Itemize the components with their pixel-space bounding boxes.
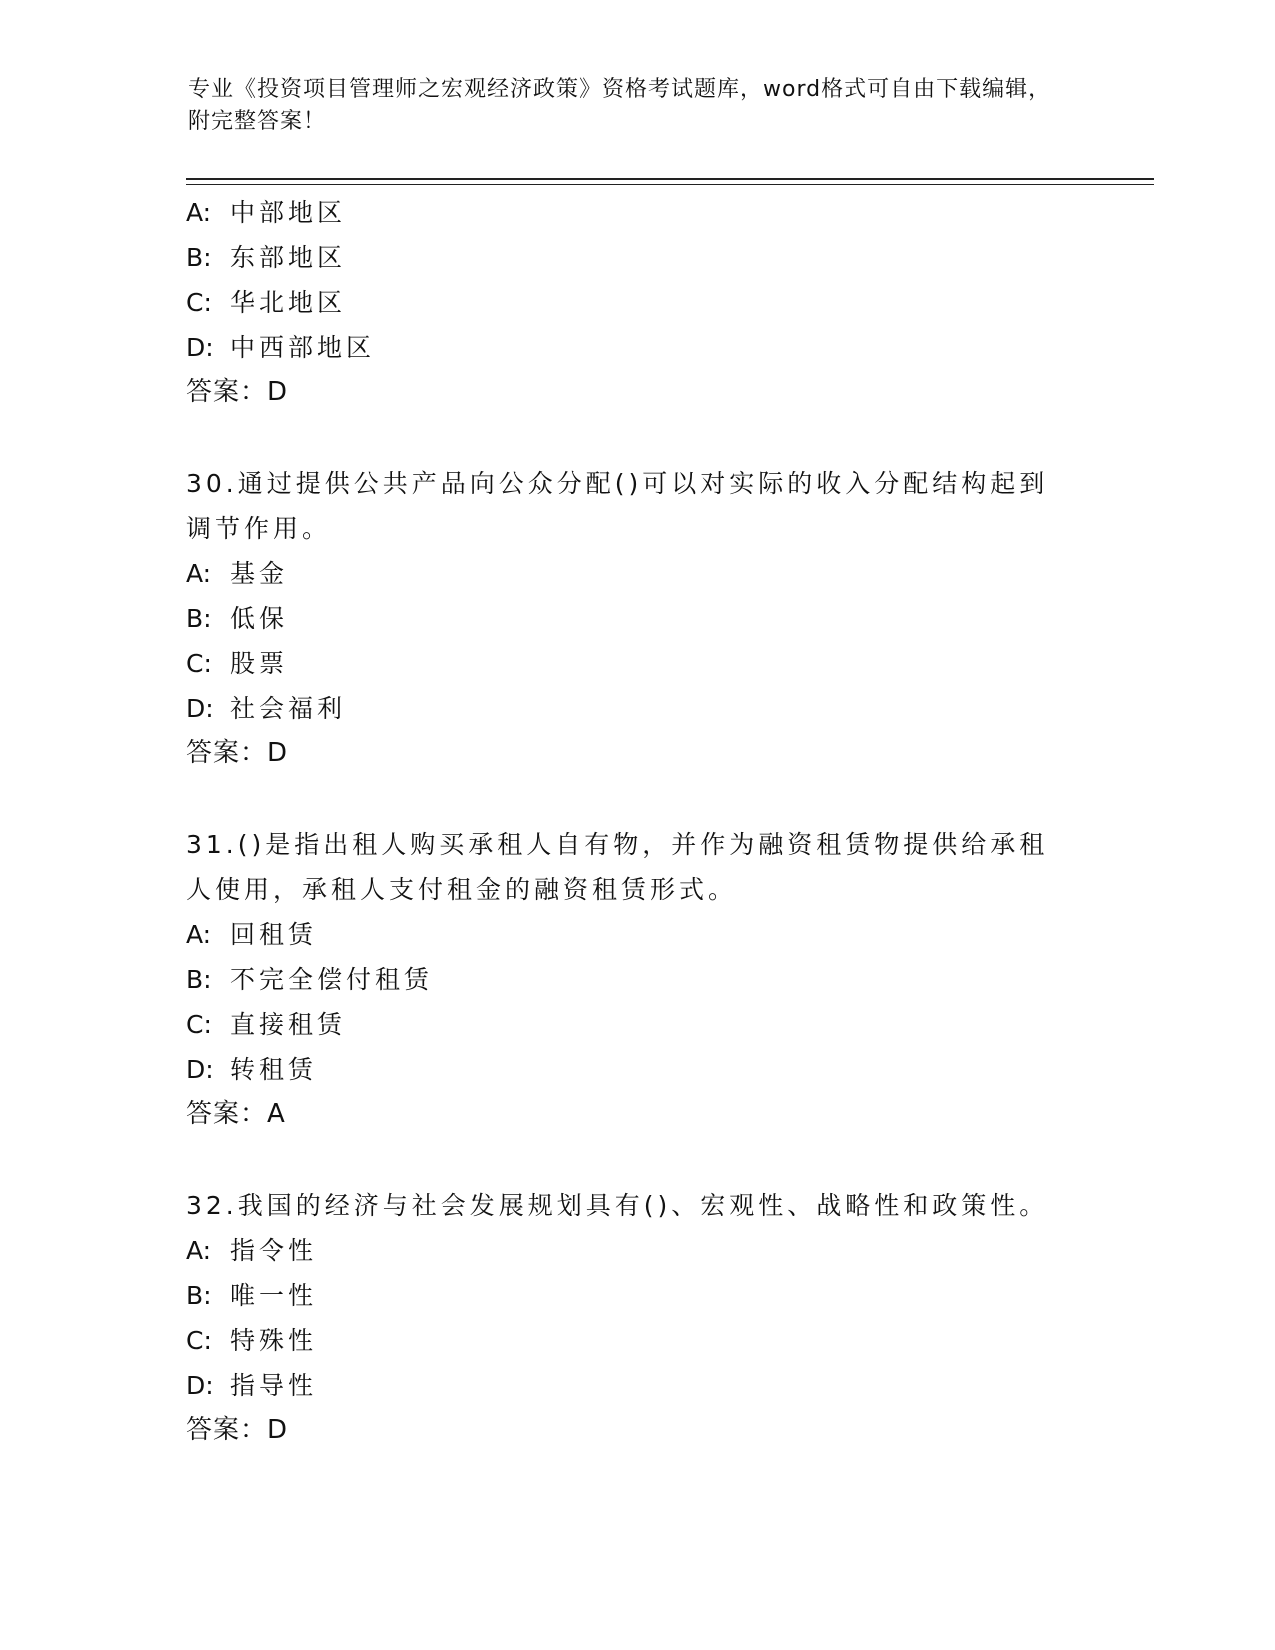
option-label: C: <box>186 1326 212 1355</box>
answer-line: 答案：D <box>186 738 289 768</box>
option-text: 社会福利 <box>230 694 347 723</box>
option-text: 中部地区 <box>230 198 347 227</box>
question-block-partial <box>186 190 1086 415</box>
option-label: A: <box>186 920 212 949</box>
option-text: 低保 <box>230 604 289 633</box>
option-b <box>186 1273 1086 1318</box>
question-block-30 <box>186 461 1086 776</box>
question-body <box>186 190 1086 1453</box>
option-c <box>186 280 1086 325</box>
option-label: B: <box>186 965 212 994</box>
answer-line: 答案：D <box>186 1415 289 1445</box>
option-d <box>186 1047 1086 1092</box>
question-block-32 <box>186 1183 1086 1453</box>
answer-line: 答案：A <box>186 1099 286 1129</box>
option-d <box>186 686 1086 731</box>
option-label: D: <box>186 333 214 362</box>
question-text: 30.通过提供公共产品向公众分配()可以对实际的收入分配结构起到调节作用。 <box>186 469 1049 543</box>
option-b <box>186 235 1086 280</box>
option-c <box>186 1318 1086 1363</box>
option-text: 直接租赁 <box>230 1010 347 1039</box>
option-text: 华北地区 <box>230 288 347 317</box>
question-text: 32.我国的经济与社会发展规划具有()、宏观性、战略性和政策性。 <box>186 1191 1049 1220</box>
option-c <box>186 1002 1086 1047</box>
option-label: C: <box>186 1010 212 1039</box>
option-label: C: <box>186 649 212 678</box>
option-d <box>186 1363 1086 1408</box>
option-label: A: <box>186 1236 212 1265</box>
option-b <box>186 957 1086 1002</box>
option-c <box>186 641 1086 686</box>
option-text: 东部地区 <box>230 243 347 272</box>
option-text: 中西部地区 <box>230 333 376 362</box>
option-label: A: <box>186 559 212 588</box>
option-text: 转租赁 <box>230 1055 318 1084</box>
option-label: A: <box>186 198 212 227</box>
option-label: D: <box>186 1371 214 1400</box>
answer-line: 答案：D <box>186 377 289 407</box>
option-a <box>186 190 1086 235</box>
option-text: 指导性 <box>230 1371 318 1400</box>
option-text: 特殊性 <box>230 1326 318 1355</box>
option-a <box>186 1228 1086 1273</box>
option-label: D: <box>186 1055 214 1084</box>
page-header: 专业《投资项目管理师之宏观经济政策》资格考试题库，word格式可自由下载编辑，附完整答案！ <box>188 77 1052 134</box>
option-b <box>186 596 1086 641</box>
option-d <box>186 325 1086 370</box>
option-label: D: <box>186 694 214 723</box>
option-text: 基金 <box>230 559 289 588</box>
option-a <box>186 551 1086 596</box>
header-rule-thin <box>186 184 1154 185</box>
question-text: 31.()是指出租人购买承租人自有物，并作为融资租赁物提供给承租人使用，承租人支付租金的融资租赁形式。 <box>186 830 1049 904</box>
option-a <box>186 912 1086 957</box>
header-rule-thick <box>186 178 1154 180</box>
option-label: B: <box>186 243 212 272</box>
option-text: 唯一性 <box>230 1281 318 1310</box>
question-block-31 <box>186 822 1086 1137</box>
option-label: C: <box>186 288 212 317</box>
option-text: 不完全偿付租赁 <box>230 965 434 994</box>
option-text: 回租赁 <box>230 920 318 949</box>
option-text: 指令性 <box>230 1236 318 1265</box>
option-label: B: <box>186 604 212 633</box>
option-text: 股票 <box>230 649 289 678</box>
option-label: B: <box>186 1281 212 1310</box>
